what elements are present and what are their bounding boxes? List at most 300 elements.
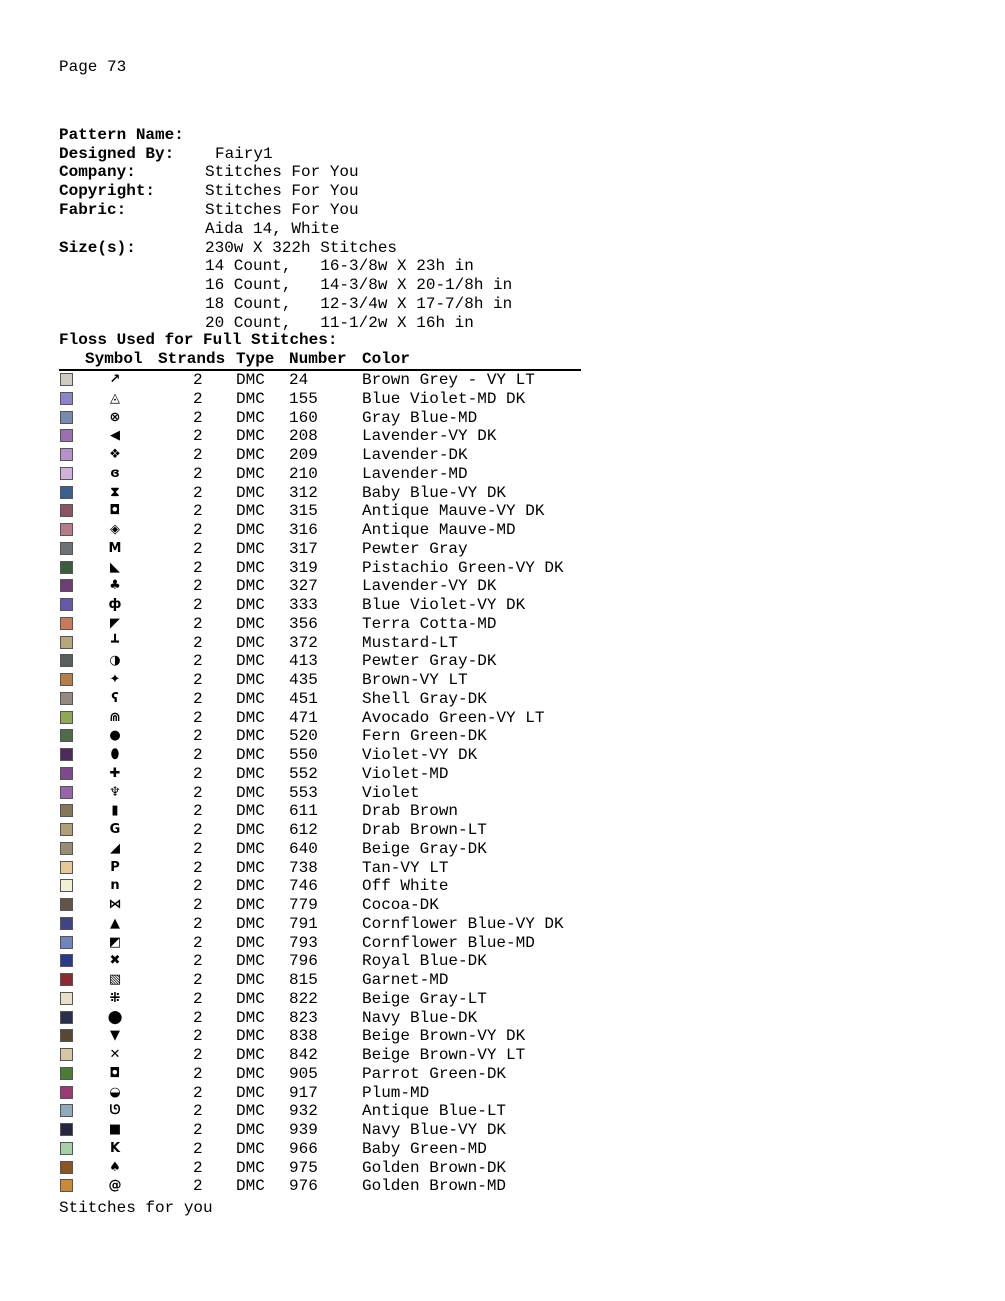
strands-cell: 2 xyxy=(193,446,203,464)
type-cell: DMC xyxy=(236,971,265,989)
number-cell: 160 xyxy=(289,408,318,427)
symbol-icon: ◑ xyxy=(109,653,121,669)
color-name-cell: Lavender-VY DK xyxy=(362,427,497,446)
number-cell: 815 xyxy=(289,971,318,989)
color-swatch xyxy=(60,1142,73,1155)
type-cell: DMC xyxy=(236,1083,265,1102)
color-swatch xyxy=(60,748,73,761)
number-cell: 413 xyxy=(289,652,318,671)
table-row xyxy=(0,559,1005,578)
symbol-icon: ᘎ xyxy=(109,1103,121,1119)
strands-cell: 2 xyxy=(193,989,203,1008)
color-swatch xyxy=(60,654,73,667)
symbol-icon: ⊗ xyxy=(109,409,121,425)
type-cell: DMC xyxy=(236,821,265,839)
type-cell: DMC xyxy=(236,371,265,389)
color-swatch xyxy=(60,504,73,517)
color-swatch xyxy=(60,467,73,480)
color-swatch xyxy=(60,636,73,649)
number-cell: 550 xyxy=(289,746,318,764)
table-row xyxy=(0,990,1005,1009)
symbol-icon: ⬤ xyxy=(107,1009,123,1025)
table-row xyxy=(0,1121,1005,1140)
color-name-cell: Drab Brown xyxy=(362,802,459,821)
color-name-cell: Navy Blue-DK xyxy=(362,1008,478,1027)
column-header-symbol: Symbol xyxy=(85,350,143,368)
type-cell: DMC xyxy=(236,877,265,896)
strands-cell: 2 xyxy=(193,821,203,839)
number-cell: 612 xyxy=(289,821,318,839)
strands-cell: 2 xyxy=(193,783,203,802)
type-cell: DMC xyxy=(236,858,265,877)
symbol-icon: ▧ xyxy=(108,972,122,987)
type-cell: DMC xyxy=(236,558,265,577)
symbol-icon: n xyxy=(110,878,120,894)
strands-cell: 2 xyxy=(193,933,203,952)
color-swatch xyxy=(60,786,73,799)
strands-cell: 2 xyxy=(193,408,203,427)
color-name-cell: Lavender-MD xyxy=(362,464,468,483)
color-name-cell: Off White xyxy=(362,877,449,896)
table-row xyxy=(0,840,1005,859)
color-name-cell: Beige Gray-DK xyxy=(362,839,487,858)
symbol-icon: M xyxy=(108,540,122,556)
type-cell: DMC xyxy=(236,914,265,933)
page-footer: Stitches for you xyxy=(59,1199,213,1217)
type-cell: DMC xyxy=(236,1139,265,1158)
table-row xyxy=(0,521,1005,540)
strands-cell: 2 xyxy=(193,427,203,446)
symbol-icon: ♆ xyxy=(109,784,121,800)
color-name-cell: Baby Blue-VY DK xyxy=(362,483,507,502)
meta-label: Size(s): xyxy=(59,238,136,257)
strands-cell: 2 xyxy=(193,539,203,558)
strands-cell: 2 xyxy=(193,558,203,577)
symbol-icon: ✦ xyxy=(109,672,121,687)
color-swatch xyxy=(60,486,73,499)
table-row xyxy=(0,896,1005,915)
color-name-cell: Cornflower Blue-VY DK xyxy=(362,914,564,933)
color-name-cell: Avocado Green-VY LT xyxy=(362,708,545,727)
color-swatch xyxy=(60,617,73,630)
table-row xyxy=(0,446,1005,465)
color-name-cell: Fern Green-DK xyxy=(362,727,487,746)
symbol-icon: ↗ xyxy=(109,372,121,387)
color-swatch xyxy=(60,992,73,1005)
color-swatch xyxy=(60,767,73,780)
table-row xyxy=(0,390,1005,409)
strands-cell: 2 xyxy=(193,1177,203,1196)
strands-cell: 2 xyxy=(193,727,203,746)
type-cell: DMC xyxy=(236,708,265,727)
symbol-icon: ┻ xyxy=(111,634,119,650)
table-row xyxy=(0,427,1005,446)
number-cell: 24 xyxy=(289,371,309,389)
symbol-icon: K xyxy=(109,1140,121,1156)
column-header-color: Color xyxy=(362,350,411,368)
color-swatch xyxy=(60,898,73,911)
color-swatch xyxy=(60,917,73,930)
color-name-cell: Golden Brown-DK xyxy=(362,1158,507,1177)
color-swatch xyxy=(60,823,73,836)
symbol-icon: ◣ xyxy=(110,559,120,575)
type-cell: DMC xyxy=(236,464,265,483)
number-cell: 552 xyxy=(289,764,318,783)
color-swatch xyxy=(60,954,73,967)
color-name-cell: Antique Mauve-MD xyxy=(362,521,516,539)
strands-cell: 2 xyxy=(193,521,203,539)
table-row xyxy=(0,859,1005,878)
symbol-icon: ♣ xyxy=(109,578,121,594)
meta-value: 20 Count, 11-1/2w X 16h in xyxy=(205,313,474,332)
symbol-icon: ◢ xyxy=(110,840,120,856)
table-row xyxy=(0,784,1005,803)
table-row xyxy=(0,652,1005,671)
color-name-cell: Drab Brown-LT xyxy=(362,821,487,839)
table-row xyxy=(0,1046,1005,1065)
color-name-cell: Antique Mauve-VY DK xyxy=(362,502,545,521)
symbol-icon: ⋒ xyxy=(109,709,121,725)
symbol-icon: ◩ xyxy=(108,934,122,950)
color-name-cell: Parrot Green-DK xyxy=(362,1064,507,1083)
number-cell: 210 xyxy=(289,464,318,483)
number-cell: 966 xyxy=(289,1139,318,1158)
strands-cell: 2 xyxy=(193,764,203,783)
floss-table xyxy=(0,371,1005,1196)
table-row xyxy=(0,1065,1005,1084)
table-row xyxy=(0,877,1005,896)
type-cell: DMC xyxy=(236,446,265,464)
color-swatch xyxy=(60,392,73,405)
strands-cell: 2 xyxy=(193,577,203,596)
color-name-cell: Violet xyxy=(362,783,420,802)
strands-cell: 2 xyxy=(193,1139,203,1158)
symbol-icon: ⁜ xyxy=(109,990,121,1006)
type-cell: DMC xyxy=(236,783,265,802)
color-swatch xyxy=(60,1161,73,1174)
color-swatch xyxy=(60,729,73,742)
meta-value: Stitches For You xyxy=(205,182,359,201)
color-name-cell: Baby Green-MD xyxy=(362,1139,487,1158)
number-cell: 791 xyxy=(289,914,318,933)
table-row xyxy=(0,765,1005,784)
number-cell: 738 xyxy=(289,858,318,877)
strands-cell: 2 xyxy=(193,464,203,483)
color-name-cell: Terra Cotta-MD xyxy=(362,614,497,633)
color-swatch xyxy=(60,429,73,442)
strands-cell: 2 xyxy=(193,708,203,727)
symbol-icon: ⋈ xyxy=(108,897,122,912)
color-name-cell: Lavender-VY DK xyxy=(362,577,497,596)
type-cell: DMC xyxy=(236,671,265,689)
table-row xyxy=(0,971,1005,990)
number-cell: 471 xyxy=(289,708,318,727)
table-row xyxy=(0,577,1005,596)
meta-value: Stitches For You xyxy=(205,200,359,219)
number-cell: 333 xyxy=(289,596,318,614)
number-cell: 327 xyxy=(289,577,318,596)
number-cell: 975 xyxy=(289,1158,318,1177)
table-row xyxy=(0,409,1005,428)
type-cell: DMC xyxy=(236,1046,265,1064)
type-cell: DMC xyxy=(236,577,265,596)
meta-value: Fairy1 xyxy=(215,144,273,163)
table-row xyxy=(0,802,1005,821)
color-name-cell: Brown-VY LT xyxy=(362,671,468,689)
number-cell: 822 xyxy=(289,989,318,1008)
strands-cell: 2 xyxy=(193,1064,203,1083)
number-cell: 155 xyxy=(289,389,318,408)
strands-cell: 2 xyxy=(193,914,203,933)
color-swatch xyxy=(60,973,73,986)
color-swatch xyxy=(60,579,73,592)
symbol-icon: ■ xyxy=(108,1122,122,1137)
strands-cell: 2 xyxy=(193,389,203,408)
type-cell: DMC xyxy=(236,1102,265,1121)
color-name-cell: Antique Blue-LT xyxy=(362,1102,507,1121)
number-cell: 435 xyxy=(289,671,318,689)
number-cell: 315 xyxy=(289,502,318,521)
color-swatch xyxy=(60,411,73,424)
type-cell: DMC xyxy=(236,427,265,446)
strands-cell: 2 xyxy=(193,1158,203,1177)
color-name-cell: Garnet-MD xyxy=(362,971,449,989)
color-swatch xyxy=(60,542,73,555)
symbol-icon: ɞ xyxy=(110,465,120,481)
type-cell: DMC xyxy=(236,539,265,558)
number-cell: 939 xyxy=(289,1121,318,1139)
number-cell: 356 xyxy=(289,614,318,633)
color-swatch xyxy=(60,1067,73,1080)
table-row xyxy=(0,1159,1005,1178)
symbol-icon: ◈ xyxy=(110,522,120,537)
type-cell: DMC xyxy=(236,502,265,521)
table-row xyxy=(0,746,1005,765)
strands-cell: 2 xyxy=(193,802,203,821)
meta-value: 230w X 322h Stitches xyxy=(205,238,398,257)
number-cell: 317 xyxy=(289,539,318,558)
strands-cell: 2 xyxy=(193,1102,203,1121)
color-swatch xyxy=(60,879,73,892)
color-swatch xyxy=(60,523,73,536)
table-row xyxy=(0,1084,1005,1103)
symbol-icon: ◘ xyxy=(109,503,121,519)
number-cell: 451 xyxy=(289,689,318,708)
color-swatch xyxy=(60,561,73,574)
symbol-icon: ⬮ xyxy=(110,747,120,762)
strands-cell: 2 xyxy=(193,971,203,989)
type-cell: DMC xyxy=(236,933,265,952)
table-row xyxy=(0,502,1005,521)
meta-value: Stitches For You xyxy=(205,163,359,182)
color-name-cell: Royal Blue-DK xyxy=(362,952,487,971)
type-cell: DMC xyxy=(236,839,265,858)
type-cell: DMC xyxy=(236,989,265,1008)
meta-value: 14 Count, 16-3/8w X 23h in xyxy=(205,257,474,276)
number-cell: 838 xyxy=(289,1027,318,1046)
color-swatch xyxy=(60,373,73,386)
color-name-cell: Blue Violet-VY DK xyxy=(362,596,526,614)
symbol-icon: P xyxy=(110,859,120,875)
number-cell: 319 xyxy=(289,558,318,577)
color-swatch xyxy=(60,1104,73,1117)
type-cell: DMC xyxy=(236,596,265,614)
column-header-strands: Strands xyxy=(158,350,226,368)
color-swatch xyxy=(60,1123,73,1136)
table-row xyxy=(0,821,1005,840)
number-cell: 746 xyxy=(289,877,318,896)
symbol-icon: ʕ xyxy=(111,690,119,706)
meta-label: Pattern Name: xyxy=(59,125,184,144)
color-name-cell: Pewter Gray-DK xyxy=(362,652,497,671)
symbol-icon: ▲ xyxy=(110,915,120,931)
number-cell: 796 xyxy=(289,952,318,971)
type-cell: DMC xyxy=(236,652,265,671)
table-row xyxy=(0,615,1005,634)
symbol-icon: ▮ xyxy=(111,803,119,819)
symbol-icon: ♠ xyxy=(109,1159,121,1175)
color-swatch xyxy=(60,448,73,461)
number-cell: 312 xyxy=(289,483,318,502)
meta-value: 18 Count, 12-3/4w X 17-7/8h in xyxy=(205,294,513,313)
table-row xyxy=(0,915,1005,934)
column-header-number: Number xyxy=(289,350,347,368)
type-cell: DMC xyxy=(236,1064,265,1083)
strands-cell: 2 xyxy=(193,858,203,877)
floss-section-title: Floss Used for Full Stitches: xyxy=(59,331,338,349)
strands-cell: 2 xyxy=(193,1046,203,1064)
color-swatch xyxy=(60,1029,73,1042)
symbol-icon: G xyxy=(109,822,121,837)
strands-cell: 2 xyxy=(193,652,203,671)
number-cell: 793 xyxy=(289,933,318,952)
color-swatch xyxy=(60,936,73,949)
color-swatch xyxy=(60,1048,73,1061)
meta-label: Company: xyxy=(59,163,136,182)
symbol-icon: ✚ xyxy=(109,765,121,781)
color-name-cell: Cocoa-DK xyxy=(362,896,439,914)
color-name-cell: Navy Blue-VY DK xyxy=(362,1121,507,1139)
table-row xyxy=(0,484,1005,503)
color-name-cell: Mustard-LT xyxy=(362,633,459,652)
table-row xyxy=(0,952,1005,971)
table-row xyxy=(0,934,1005,953)
color-swatch xyxy=(60,1086,73,1099)
number-cell: 976 xyxy=(289,1177,318,1196)
table-row xyxy=(0,690,1005,709)
table-row xyxy=(0,671,1005,690)
type-cell: DMC xyxy=(236,614,265,633)
type-cell: DMC xyxy=(236,389,265,408)
type-cell: DMC xyxy=(236,689,265,708)
symbol-icon: ф xyxy=(108,597,122,612)
number-cell: 779 xyxy=(289,896,318,914)
color-name-cell: Violet-VY DK xyxy=(362,746,478,764)
table-row xyxy=(0,1102,1005,1121)
number-cell: 905 xyxy=(289,1064,318,1083)
table-row xyxy=(0,596,1005,615)
strands-cell: 2 xyxy=(193,671,203,689)
strands-cell: 2 xyxy=(193,1083,203,1102)
color-name-cell: Plum-MD xyxy=(362,1083,430,1102)
symbol-icon: ◀ xyxy=(110,428,120,444)
type-cell: DMC xyxy=(236,764,265,783)
symbol-icon: ✕ xyxy=(109,1047,121,1062)
color-swatch xyxy=(60,861,73,874)
number-cell: 553 xyxy=(289,783,318,802)
table-row xyxy=(0,1027,1005,1046)
strands-cell: 2 xyxy=(193,371,203,389)
table-row xyxy=(0,1177,1005,1196)
strands-cell: 2 xyxy=(193,877,203,896)
symbol-icon: ● xyxy=(109,728,121,744)
strands-cell: 2 xyxy=(193,502,203,521)
color-name-cell: Lavender-DK xyxy=(362,446,468,464)
strands-cell: 2 xyxy=(193,839,203,858)
table-row xyxy=(0,1009,1005,1028)
color-name-cell: Violet-MD xyxy=(362,764,449,783)
symbol-icon: ◬ xyxy=(110,390,120,406)
type-cell: DMC xyxy=(236,633,265,652)
type-cell: DMC xyxy=(236,521,265,539)
table-row xyxy=(0,709,1005,728)
table-row xyxy=(0,371,1005,390)
symbol-icon: ⧗ xyxy=(110,484,120,500)
type-cell: DMC xyxy=(236,1158,265,1177)
color-swatch xyxy=(60,804,73,817)
color-name-cell: Cornflower Blue-MD xyxy=(362,933,535,952)
table-row xyxy=(0,634,1005,653)
symbol-icon: @ xyxy=(108,1178,122,1194)
color-swatch xyxy=(60,711,73,724)
table-row xyxy=(0,540,1005,559)
number-cell: 917 xyxy=(289,1083,318,1102)
color-name-cell: Blue Violet-MD DK xyxy=(362,389,526,408)
meta-value: Aida 14, White xyxy=(205,219,340,238)
color-name-cell: Beige Gray-LT xyxy=(362,989,487,1008)
strands-cell: 2 xyxy=(193,614,203,633)
color-name-cell: Pewter Gray xyxy=(362,539,468,558)
color-name-cell: Beige Brown-VY LT xyxy=(362,1046,526,1064)
color-name-cell: Beige Brown-VY DK xyxy=(362,1027,526,1046)
meta-label: Fabric: xyxy=(59,200,127,219)
strands-cell: 2 xyxy=(193,483,203,502)
type-cell: DMC xyxy=(236,952,265,971)
strands-cell: 2 xyxy=(193,1008,203,1027)
number-cell: 316 xyxy=(289,521,318,539)
strands-cell: 2 xyxy=(193,746,203,764)
color-name-cell: Shell Gray-DK xyxy=(362,689,487,708)
number-cell: 823 xyxy=(289,1008,318,1027)
column-header-type: Type xyxy=(236,350,275,368)
type-cell: DMC xyxy=(236,727,265,746)
color-name-cell: Golden Brown-MD xyxy=(362,1177,507,1196)
strands-cell: 2 xyxy=(193,596,203,614)
color-swatch xyxy=(60,1179,73,1192)
strands-cell: 2 xyxy=(193,952,203,971)
color-name-cell: Pistachio Green-VY DK xyxy=(362,558,564,577)
symbol-icon: ◤ xyxy=(110,615,120,631)
type-cell: DMC xyxy=(236,1008,265,1027)
symbol-icon: ✖ xyxy=(109,953,121,969)
type-cell: DMC xyxy=(236,802,265,821)
table-row xyxy=(0,1140,1005,1159)
symbol-icon: ❖ xyxy=(109,447,121,462)
symbol-icon: ▼ xyxy=(110,1028,120,1044)
type-cell: DMC xyxy=(236,1121,265,1139)
symbol-icon: ◘ xyxy=(109,1065,121,1081)
type-cell: DMC xyxy=(236,746,265,764)
